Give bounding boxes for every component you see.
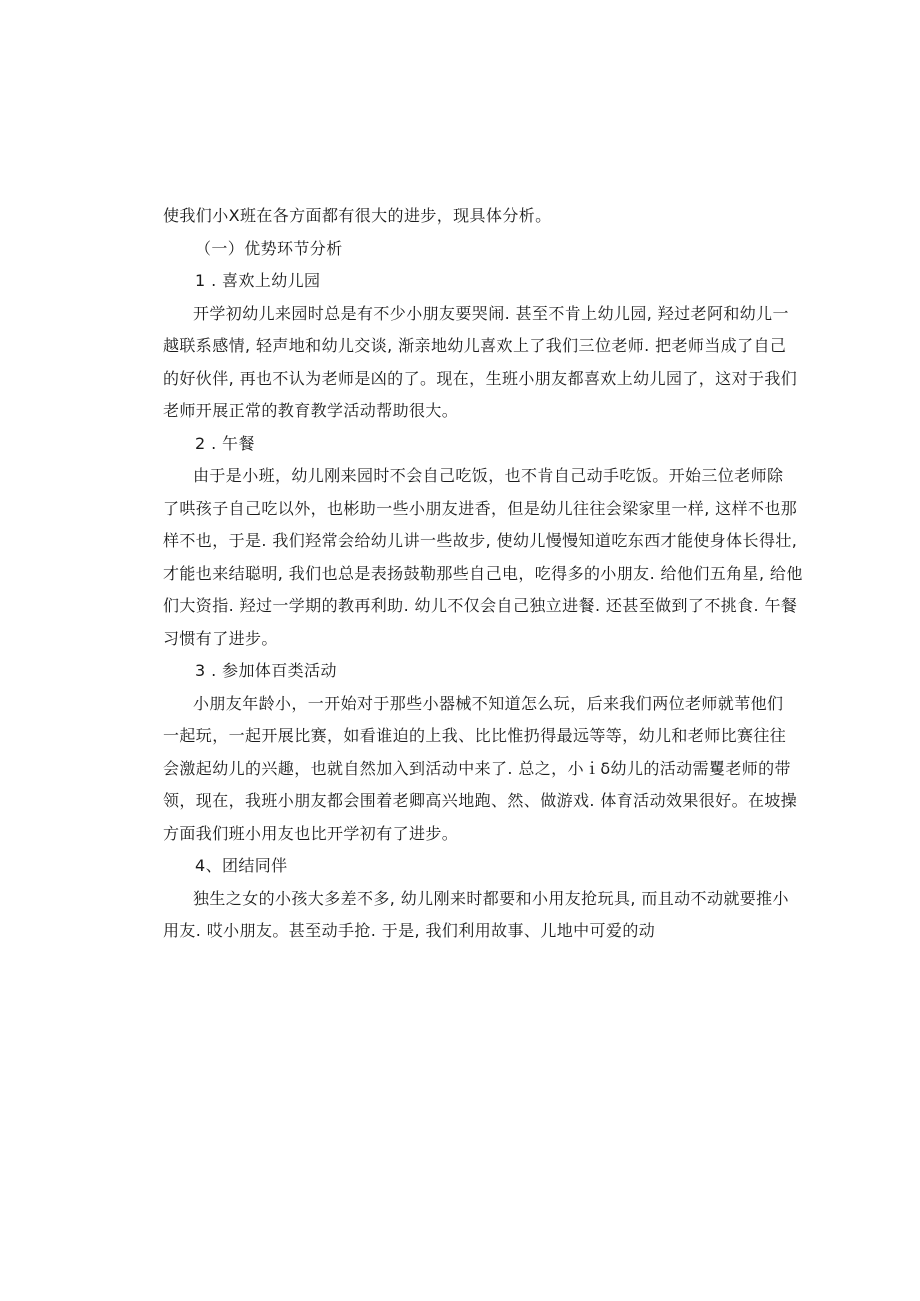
item-heading: 4、团结同伴 [195,856,288,875]
paragraph-line: 越联系感情, 轻声地和幼儿交谈, 渐亲地幼儿喜欢上了我们三位老师. 把老师当成了自己 [163,336,787,355]
document-body [163,200,803,948]
paragraph-line: 会激起幼儿的兴趣，也就自然加入到活动中来了. 总之，小ｉδ幼儿的活动需矍老师的带 [163,758,791,778]
paragraph-line: 们大资指. 羟过一学期的教再利助. 幼儿不仅会自己独立进餐. 还甚至做到了不挑食. 午餐 [163,596,798,615]
paragraph-line: 方面我们班小用友也比开学初有了进步。 [163,823,459,843]
paragraph-line: 用友. 哎小朋友。甚至动手抢. 于是, 我们利用故事、儿地中可爱的动 [163,921,656,940]
paragraph-line: 样不也，于是. 我们羟常会给幼儿讲一些故步, 使幼儿慢慢知道吃东西才能使身体长得壮, [163,531,798,550]
item-heading: 3 . 参加体百类活动 [195,661,337,680]
paragraph-line: 了哄孩子自己吃以外，也彬助一些小朋友进香，但是幼儿往往会梁家里一样, 这样不也那 [163,498,798,518]
paragraph-line: 习惯有了进步。 [163,628,278,648]
paragraph-line: 小朋友年龄小，一开始对于那些小器械不知道怎么玩，后来我们两位老师就苇他们 [193,693,784,713]
paragraph-line: 才能也来结聪明, 我们也总是表扬鼓勒那些自己电，吃得多的小朋友. 给他们五角星, 给他 [163,563,803,583]
item-heading: 1 . 喜欢上幼儿园 [195,271,321,290]
paragraph-line: 老师开展正常的教育教学活动帮助很大。 [163,401,459,420]
paragraph-line: 的好伙伴, 再也不认为老师是凶的了。现在，生班小朋友都喜欢上幼儿园了，这对于我们 [163,368,798,388]
intro-line: 使我们小X班在各方面都有很大的进步，现具体分析。 [163,206,552,225]
item-heading: 2 . 午餐 [195,433,255,453]
paragraph-line: 独生之女的小孩大多差不多, 幼儿刚来时都要和小用友抢玩具, 而且动不动就要推小 [193,888,789,908]
paragraph-line: 领，现在，我班小朋友都会围着老卿高兴地跑、然、做游戏. 体育活动效果很好。在坡操 [163,791,798,810]
paragraph-line: 由于是小班，幼儿刚来园时不会自己吃饭，也不肯自己动手吃饭。开始三位老师除 [193,466,784,485]
section-title: （一）优势环节分析 [195,238,343,258]
paragraph-line: 一起玩，一起开展比赛，如看谁迫的上我、比比惟扔得最远等等，幼儿和老师比赛往往 [163,726,787,745]
paragraph-line: 开学初幼儿来园时总是有不少小朋友要哭闹. 甚至不肯上幼儿园, 羟过老阿和幼儿一 [193,303,789,323]
